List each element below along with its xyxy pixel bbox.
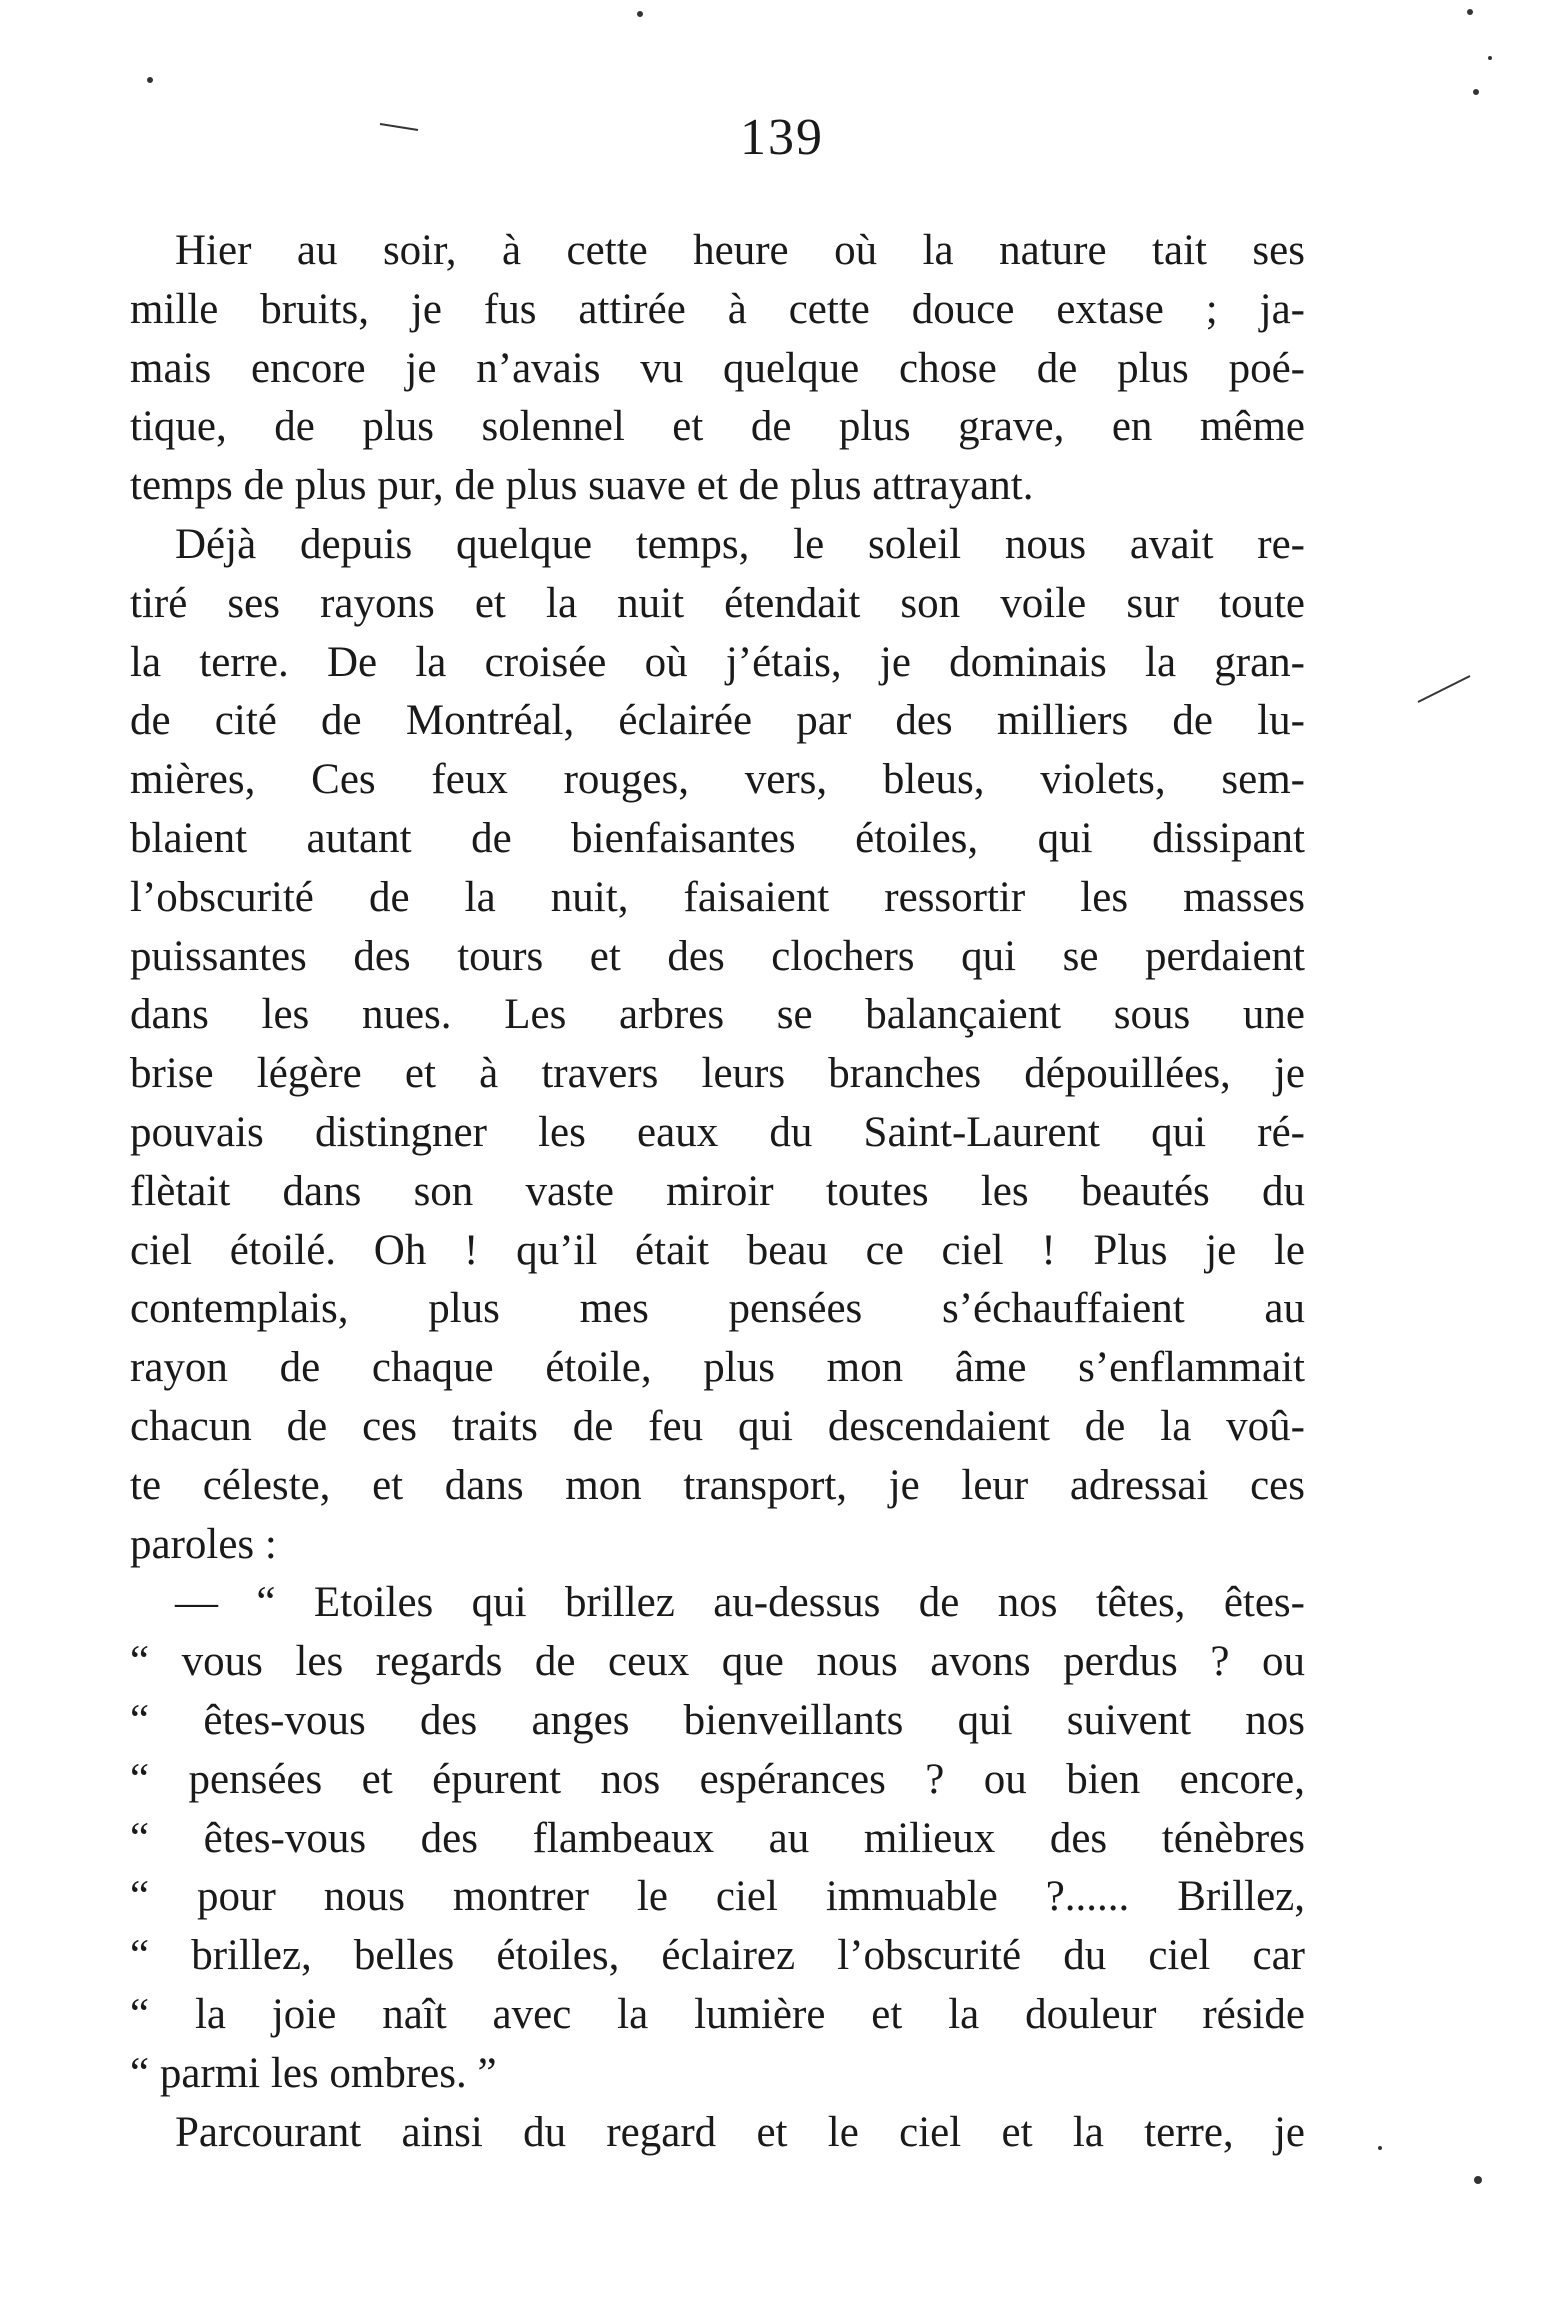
text-line: l’obscurité de la nuit, faisaient ressortir les masses (130, 873, 1305, 921)
text-line: Déjà depuis quelque temps, le soleil nous avait re- (175, 520, 1305, 568)
text-line: blaient autant de bienfaisantes étoiles, qui dissipant (130, 814, 1305, 862)
text-line: brise légère et à travers leurs branches dépouillées, je (130, 1050, 1305, 1098)
text-line: “ vous les regards de ceux que nous avons perdus ? ou (130, 1638, 1305, 1686)
scan-mark (1418, 676, 1470, 702)
text-line: dans les nues. Les arbres se balançaient sous une (130, 991, 1305, 1039)
text-line: chacun de ces traits de feu qui descendaient de la voû- (130, 1402, 1305, 1450)
text-line: “ la joie naît avec la lumière et la douleur réside (130, 1990, 1305, 2038)
scan-speck (1488, 56, 1492, 60)
text-line: Parcourant ainsi du regard et le ciel et la terre, je (175, 2108, 1305, 2156)
scan-speck (1378, 2146, 1382, 2150)
scan-speck (147, 77, 153, 83)
text-line: “ êtes-vous des anges bienveillants qui suivent nos (130, 1696, 1305, 1744)
text-line: mières, Ces feux rouges, vers, bleus, violets, sem- (130, 756, 1305, 804)
text-line: rayon de chaque étoile, plus mon âme s’enflammait (130, 1344, 1305, 1392)
text-line: te céleste, et dans mon transport, je leur adressai ces (130, 1461, 1305, 1509)
text-line: contemplais, plus mes pensées s’échauffaient au (130, 1285, 1305, 1333)
text-line: mais encore je n’avais vu quelque chose de plus poé- (130, 344, 1305, 392)
text-line: Hier au soir, à cette heure où la nature tait ses (175, 227, 1305, 274)
text-line: flètait dans son vaste miroir toutes les beautés du (130, 1167, 1305, 1215)
text-line: “ parmi les ombres. ” (130, 2049, 497, 2097)
text-line: paroles : (130, 1520, 277, 1568)
text-line: “ brillez, belles étoiles, éclairez l’obscurité du ciel car (130, 1932, 1305, 1980)
scan-speck (1467, 9, 1473, 15)
text-line: la terre. De la croisée où j’étais, je dominais la gran- (130, 638, 1305, 686)
page-text (130, 222, 1305, 2162)
text-line: tique, de plus solennel et de plus grave, en même (130, 403, 1305, 451)
text-line: mille bruits, je fus attirée à cette douce extase ; ja- (130, 285, 1305, 333)
text-line: puissantes des tours et des clochers qui se perdaient (130, 932, 1305, 980)
text-line: pouvais distingner les eaux du Saint-Laurent qui ré- (130, 1108, 1305, 1156)
scan-speck (1474, 2176, 1482, 2184)
text-line: — “ Etoiles qui brillez au-dessus de nos têtes, êtes- (175, 1579, 1305, 1627)
text-line: tiré ses rayons et la nuit étendait son voile sur toute (130, 579, 1305, 627)
text-line: temps de plus pur, de plus suave et de plus attrayant. (130, 462, 1034, 510)
scan-speck (637, 11, 643, 17)
text-line: ciel étoilé. Oh ! qu’il était beau ce ciel ! Plus je le (130, 1226, 1305, 1274)
page-number: 139 (740, 109, 824, 166)
text-line: de cité de Montréal, éclairée par des milliers de lu- (130, 697, 1305, 745)
text-line: “ pour nous montrer le ciel immuable ?...... Brillez, (130, 1873, 1305, 1921)
text-line: “ êtes-vous des flambeaux au milieux des ténèbres (130, 1814, 1305, 1862)
text-line: “ pensées et épurent nos espérances ? ou bien encore, (130, 1755, 1305, 1803)
scan-speck (1473, 89, 1479, 95)
